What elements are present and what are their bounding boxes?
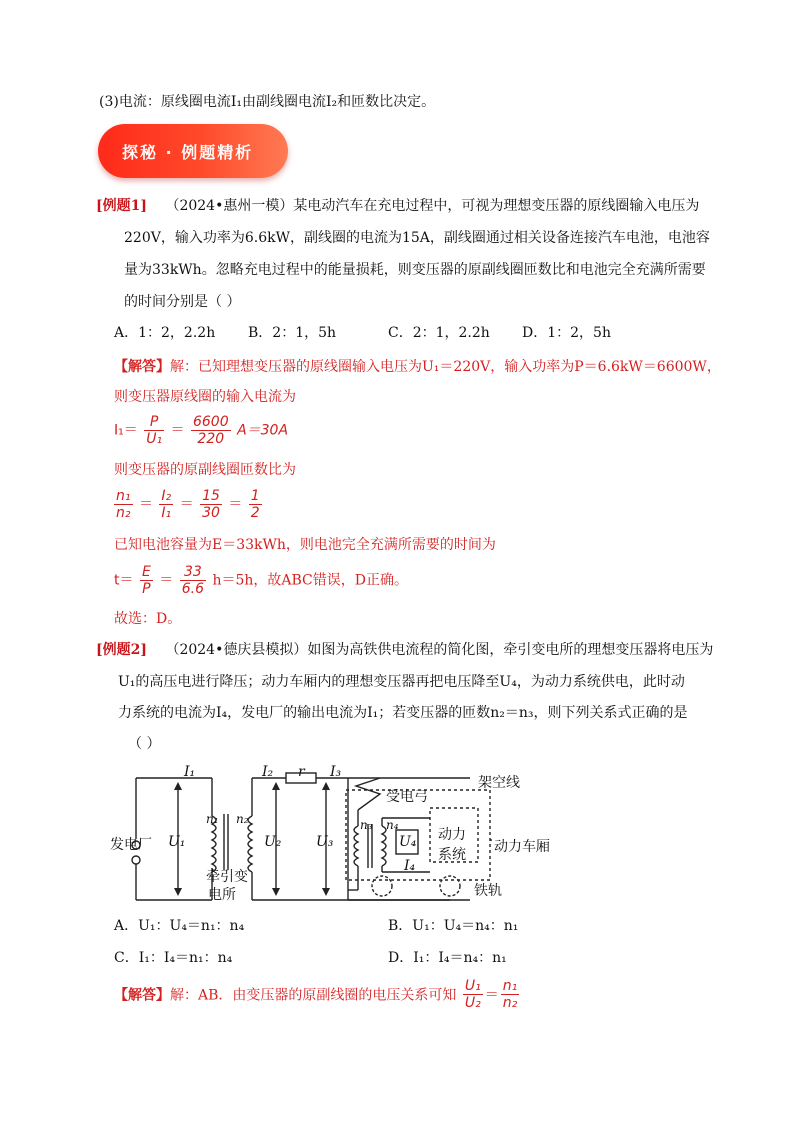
fraction-e-p bbox=[140, 564, 153, 597]
fraction-denominator: I₁ bbox=[161, 505, 172, 521]
option-d: D．1：2，5h bbox=[522, 325, 611, 341]
eq3-tail: h＝5h，故ABC错误，D正确。 bbox=[212, 572, 408, 589]
fraction-p-u1 bbox=[144, 414, 164, 447]
fraction-numerator: P bbox=[144, 414, 164, 431]
label-i4: I₄ bbox=[404, 858, 416, 874]
answer-1-text-1: 解：已知理想变压器的原线圈输入电压为U₁＝220V，输入功率为P＝6.6kW＝6600W， bbox=[170, 359, 721, 375]
fraction-numerator: U₁ bbox=[464, 978, 481, 994]
fraction-denominator: n₂ bbox=[502, 995, 518, 1011]
option-c: C．2：1，2.2h bbox=[388, 325, 490, 341]
banner-text: 探秘 · 例题精析 bbox=[122, 143, 254, 162]
fraction-numerator: 15 bbox=[202, 488, 220, 504]
equals-sign: ＝ bbox=[484, 987, 499, 1004]
label-system-2: 系统 bbox=[438, 847, 466, 863]
label-i2: I₂ bbox=[262, 764, 274, 780]
fraction-15-30 bbox=[200, 488, 222, 521]
label-u3: U₃ bbox=[316, 834, 334, 850]
fraction-denominator: 220 bbox=[197, 431, 225, 447]
example-2-label: [例题2] bbox=[96, 642, 147, 658]
fraction-denominator: 30 bbox=[202, 505, 220, 521]
answer-2-line-1 bbox=[114, 978, 521, 1011]
example-2-question bbox=[96, 640, 713, 660]
label-catenary: 架空线 bbox=[478, 775, 520, 791]
example-1-line-1: （2024•惠州一模）某电动汽车在充电过程中，可视为理想变压器的原线圈输入电压为 bbox=[165, 198, 700, 214]
example-2-line-2: U₁的高压电进行降压；动力车厢内的理想变压器再把电压降至U₄，为动力系统供电，此时动 bbox=[118, 674, 685, 690]
eq3-lhs: t＝ bbox=[114, 572, 134, 589]
option-b: B．2：1，5h bbox=[248, 325, 337, 341]
fraction-denominator: U₁ bbox=[146, 431, 163, 447]
option-2c: C．I₁：I₄＝n₁：n₄ bbox=[114, 950, 233, 966]
label-i3: I₃ bbox=[330, 764, 342, 780]
answer-2-text: 解：AB．由变压器的原副线圈的电压关系可知 bbox=[170, 987, 457, 1004]
fraction-denominator: n₂ bbox=[116, 505, 131, 521]
fraction-numerator: E bbox=[141, 564, 151, 580]
label-substation-1: 牵引变 bbox=[206, 869, 248, 885]
equation-current: I₁＝ $\frac{P}{\text{U₁}}$ ＝ $\frac{6600}{220}$ A＝30A bbox=[114, 414, 289, 447]
answer-1-line-1 bbox=[114, 357, 721, 377]
label-i1: I₁ bbox=[184, 764, 196, 780]
fraction-1-2 bbox=[249, 488, 262, 521]
fraction-6600-220 bbox=[191, 414, 231, 447]
fraction-numerator: n₁ bbox=[502, 978, 518, 994]
eq1-lhs: I₁＝ bbox=[114, 422, 138, 439]
label-n4: n₄ bbox=[386, 818, 399, 832]
fraction-denominator: 2 bbox=[250, 505, 260, 521]
example-1-line-2: 220V，输入功率为6.6kW，副线圈的电流为15A，副线圈通过相关设备连接汽车电池，电池容 bbox=[124, 230, 710, 246]
answer-1-line-3: 则变压器的原副线圈匝数比为 bbox=[114, 462, 296, 478]
answer-1-line-2: 则变压器原线圈的输入电流为 bbox=[114, 389, 296, 405]
label-u4: U₄ bbox=[399, 834, 417, 850]
label-u2: U₂ bbox=[264, 834, 282, 850]
example-1-label: [例题1] bbox=[96, 198, 147, 214]
label-power-car: 动力车厢 bbox=[494, 839, 550, 855]
answer-2-tag: 【解答】 bbox=[114, 987, 170, 1004]
fraction-numerator: n₁ bbox=[116, 488, 131, 504]
fraction-denominator: U₂ bbox=[464, 995, 481, 1011]
option-2b: B．U₁：U₄＝n₄：n₁ bbox=[388, 918, 519, 934]
eq1-tail: A＝30A bbox=[237, 422, 289, 439]
option-2d: D．I₁：I₄＝n₄：n₁ bbox=[388, 950, 507, 966]
fraction-numerator: 33 bbox=[180, 564, 206, 581]
label-rail: 铁轨 bbox=[474, 883, 502, 899]
equation-time: t＝ $\frac{E}{P}$ ＝ $\frac{33}{6.6}$ h＝5h，故ABC错误，D正确。 bbox=[114, 564, 408, 597]
fraction-denominator: 6.6 bbox=[181, 581, 204, 597]
intro-line: (3)电流：原线圈电流I₁由副线圈电流I₂和匝数比决定。 bbox=[99, 94, 436, 110]
section-banner bbox=[98, 124, 288, 178]
example-1-line-4: 的时间分别是（ ） bbox=[124, 294, 241, 310]
answer-1-line-4: 已知电池容量为E＝33kWh，则电池完全充满所需要的时间为 bbox=[114, 537, 496, 553]
answer-1-line-5: 故选：D。 bbox=[114, 611, 182, 627]
example-2-line-1: （2024•德庆县模拟）如图为高铁供电流程的简化图，牵引变电所的理想变压器将电压为 bbox=[165, 642, 714, 658]
example-1-line-3: 量为33kWh。忽略充电过程中的能量损耗，则变压器的原副线圈匝数比和电池完全充满所需要 bbox=[124, 262, 706, 278]
fraction-n1-n2-answer bbox=[501, 978, 520, 1011]
label-power-plant: 发电厂 bbox=[110, 837, 152, 853]
example-1-question bbox=[96, 196, 699, 216]
option-2a: A．U₁：U₄＝n₁：n₄ bbox=[114, 918, 245, 934]
label-system-1: 动力 bbox=[438, 827, 466, 843]
fraction-numerator: I₂ bbox=[161, 488, 172, 504]
fraction-n1-n2 bbox=[114, 488, 133, 521]
fraction-denominator: P bbox=[142, 581, 151, 597]
label-r: r bbox=[298, 764, 305, 780]
fraction-numerator: 6600 bbox=[192, 414, 229, 430]
fraction-u1-u2 bbox=[463, 978, 483, 1011]
option-a: A．1：2，2.2h bbox=[114, 325, 216, 341]
fraction-i2-i1 bbox=[159, 488, 173, 521]
fraction-numerator: 1 bbox=[250, 488, 260, 504]
equation-turns-ratio: $\frac{\text{n₁}}{\text{n₂}}$ ＝ $\frac{\text{I₂}}{\text{I₁}}$ ＝ $\frac{15}{30}$ ＝ $\frac{1}{2}$ bbox=[116, 488, 260, 521]
label-n1: n₁ bbox=[206, 812, 219, 826]
label-u1: U₁ bbox=[168, 834, 186, 850]
label-pantograph: 受电弓 bbox=[386, 789, 428, 805]
answer-1-tag: 【解答】 bbox=[114, 359, 170, 375]
label-n2: n₂ bbox=[236, 812, 249, 826]
label-n3: n₃ bbox=[360, 818, 373, 832]
example-2-line-3: 力系统的电流为I₄，发电厂的输出电流为I₁；若变压器的匝数n₂＝n₃，则下列关系式正确的是 bbox=[118, 705, 688, 721]
example-2-line-4: （ ） bbox=[128, 736, 161, 752]
label-substation-2: 电所 bbox=[208, 887, 236, 903]
fraction-33-6.6 bbox=[180, 564, 206, 597]
